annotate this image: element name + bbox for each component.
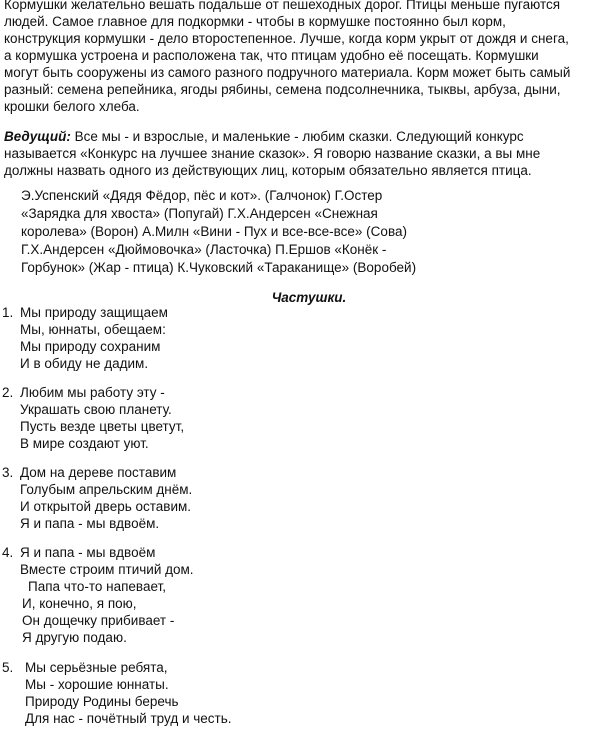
stanza-line: И в обиду не дадим.: [20, 356, 149, 371]
stanza-line: И открытой дверь оставим.: [20, 499, 192, 514]
stanza-line: Любим мы работу эту -: [20, 385, 165, 400]
stanza-line: Голубым апрельским днём.: [20, 482, 193, 497]
stanza-number: 3.: [2, 465, 14, 480]
stanza-line: Мы природу защищаем: [20, 305, 168, 320]
stanza-line: Я и папа - мы вдвоём.: [20, 516, 160, 531]
stanza-line: Он дощечку прибивает -: [22, 613, 175, 628]
stanza-line: Мы природу сохраним: [20, 339, 161, 354]
stanza-line: Я и папа - мы вдвоём: [20, 545, 156, 560]
stanza-line: Вместе строим птичий дом.: [20, 562, 194, 577]
stanza-line: Пусть везде цветы цветут,: [20, 419, 185, 434]
stanza-number: 5.: [2, 660, 14, 675]
stanza-line: Мы - хорошие юннаты.: [25, 677, 169, 692]
stanza-line: Дом на дереве поставим: [20, 465, 177, 480]
stanza-number: 1.: [2, 305, 14, 320]
stanza-number: 4.: [2, 545, 14, 560]
stanza-line: Я другую подаю.: [22, 630, 127, 645]
fairy-tales-list: Э.Успенский «Дядя Фёдор, пёс и кот». (Галчонок) Г.Остер «Зарядка для хвоста» (Попугай) Г.Х.Андерсен «Снежная королева» (Ворон) А.Милн «Вини - Пух и все-все-все» (Сова) Г.Х.Андерсен «Дюймовочка» (Ласточка) П.Ершов «Конёк - Горбунок» (Жар - птица) К.Чуковский «Тараканище» (Воробей): [21, 188, 417, 275]
poems-title: Частушки.: [271, 290, 347, 305]
stanza-line: В мире создают уют.: [20, 436, 149, 451]
stanza-line: Украшать свою планету.: [20, 402, 172, 417]
stanza-number: 2.: [2, 385, 14, 400]
intro-paragraph: Кормушки желательно вешать подальше от пешеходных дорог. Птицы меньше пугаются людей. Самое главное для подкормки - чтобы в кормушке постоянно был корм, конструкция кормушки - дело второстепенное. Лучше, когда корм укрыт от дождя и снега, а кормушка устроена и расположена так, что птицам удобно её посещать. Кормушки могут быть сооружены из самого разного подручного материала. Корм может быть самый разный: семена репейника, ягоды рябины, семена подсолнечника, тыквы, арбуза, дыни, крошки белого хлеба.: [4, 0, 571, 114]
stanza-line: И, конечно, я пою,: [22, 596, 137, 611]
stanza-line: Мы серьёзные ребята,: [25, 660, 168, 675]
stanza-line: Для нас - почётный труд и честь.: [25, 711, 232, 726]
host-text: Все мы - и взрослые, и маленькие - любим сказки. Следующий конкурс называется «Конкурс на лучшее знание сказок». Я говорю название сказки, а вы мне должны назвать одного из действующих лиц, которым обязательно является птица.: [4, 129, 541, 178]
stanza-line: Природу Родины беречь: [25, 694, 179, 709]
host-paragraph: [4, 128, 594, 179]
stanza-line: Папа что-то напевает,: [28, 579, 166, 594]
stanza-line: Мы, юннаты, обещаем:: [20, 322, 166, 337]
host-role-label: Ведущий:: [4, 129, 71, 144]
